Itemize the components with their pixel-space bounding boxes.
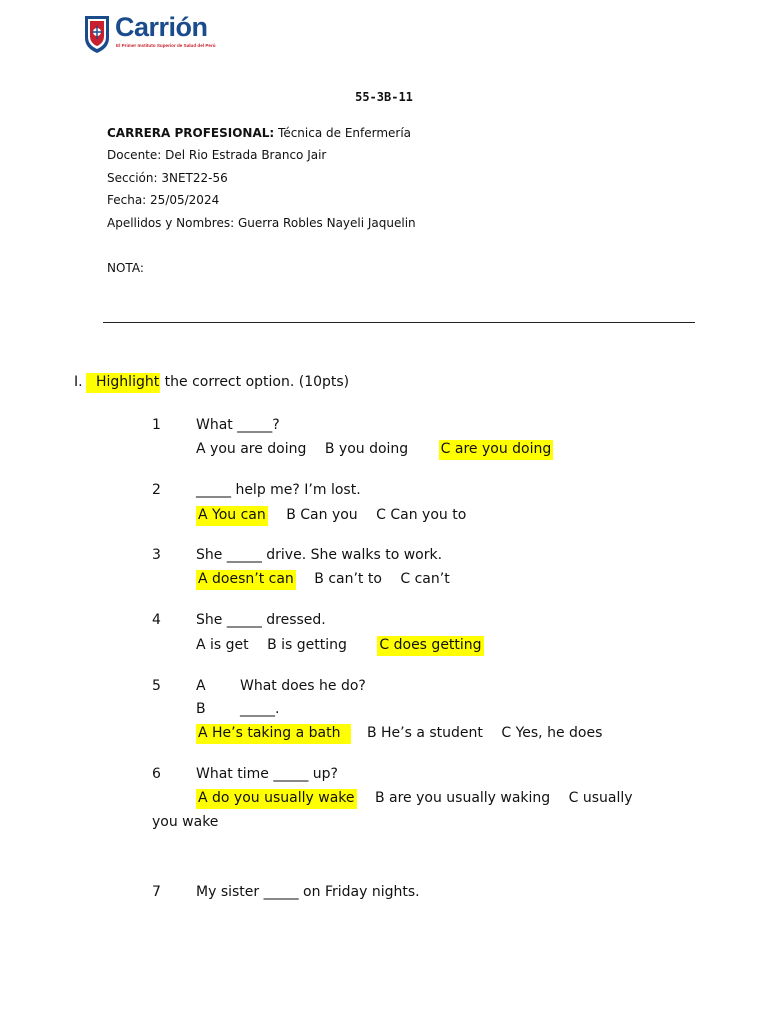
docente-line: Docente: Del Rio Estrada Branco Jair	[107, 148, 327, 162]
dialogue-text-a: What does he do?	[240, 678, 366, 694]
option-b: B can’t to	[314, 571, 382, 587]
option-a: A you are doing	[196, 441, 307, 457]
option-c-highlighted: C are you doing	[439, 440, 554, 460]
question-number: 3	[152, 547, 161, 563]
carrera-line	[107, 126, 411, 140]
document-code: 55-3B-11	[355, 90, 413, 104]
section-number: I.	[74, 374, 83, 390]
option-a: A is get	[196, 637, 249, 653]
carrera-label: CARRERA PROFESIONAL:	[107, 126, 275, 140]
question-options	[196, 441, 567, 457]
shield-emblem-icon	[83, 14, 111, 54]
option-c: C Yes, he does	[501, 725, 603, 741]
question-options	[196, 637, 498, 653]
question-options	[196, 507, 480, 523]
option-b: B you doing	[324, 441, 409, 457]
question-number: 4	[152, 612, 161, 628]
option-b: B is getting	[267, 637, 347, 653]
question-number: 7	[152, 884, 161, 900]
question-text: What time _____ up?	[196, 766, 338, 782]
option-b: B He’s a student	[366, 725, 483, 741]
dialogue-label-a: A	[196, 678, 206, 694]
section-title	[74, 374, 349, 390]
option-a-highlighted: A He’s taking a bath	[196, 724, 351, 744]
question-text: She _____ dressed.	[196, 612, 326, 628]
dialogue-label-b: B	[196, 701, 206, 717]
question-number: 6	[152, 766, 161, 782]
question-options	[196, 725, 616, 741]
question-number: 1	[152, 417, 161, 433]
logo-tagline: El Primer Instituto Superior de Salud del Perú	[116, 43, 216, 48]
option-a-highlighted: A You can	[196, 506, 268, 526]
option-c-highlighted: C does getting	[377, 636, 483, 656]
logo-wordmark: Carrión	[115, 12, 208, 42]
option-c: C Can you to	[376, 507, 467, 523]
option-b: B Can you	[286, 507, 358, 523]
question-text: _____ help me? I’m lost.	[196, 482, 361, 498]
question-number: 5	[152, 678, 161, 694]
option-c-continued: you wake	[152, 814, 219, 830]
option-a-highlighted: A doesn’t can	[196, 570, 296, 590]
question-text: My sister _____ on Friday nights.	[196, 884, 420, 900]
option-c: C usually	[568, 790, 633, 806]
section-instruction: the correct option. (10pts)	[160, 374, 350, 390]
option-c: C can’t	[400, 571, 450, 587]
divider-line	[103, 322, 695, 323]
section-highlight-word: Highlight	[86, 373, 160, 393]
question-text: She _____ drive. She walks to work.	[196, 547, 443, 563]
option-b: B are you usually waking	[374, 790, 551, 806]
fecha-line: Fecha: 25/05/2024	[107, 193, 220, 207]
seccion-line: Sección: 3NET22-56	[107, 171, 228, 185]
question-options	[196, 571, 464, 587]
question-number: 2	[152, 482, 161, 498]
carrera-value: Técnica de Enfermería	[278, 126, 412, 140]
institute-logo	[83, 14, 223, 56]
question-options-wrap	[152, 814, 232, 830]
option-a-highlighted: A do you usually wake	[196, 789, 357, 809]
question-options	[196, 790, 633, 806]
nota-line: NOTA:	[107, 261, 144, 275]
nombres-line: Apellidos y Nombres: Guerra Robles Nayeli Jaquelin	[107, 216, 416, 230]
dialogue-text-b: _____.	[240, 701, 280, 717]
question-text: What _____?	[196, 417, 280, 433]
